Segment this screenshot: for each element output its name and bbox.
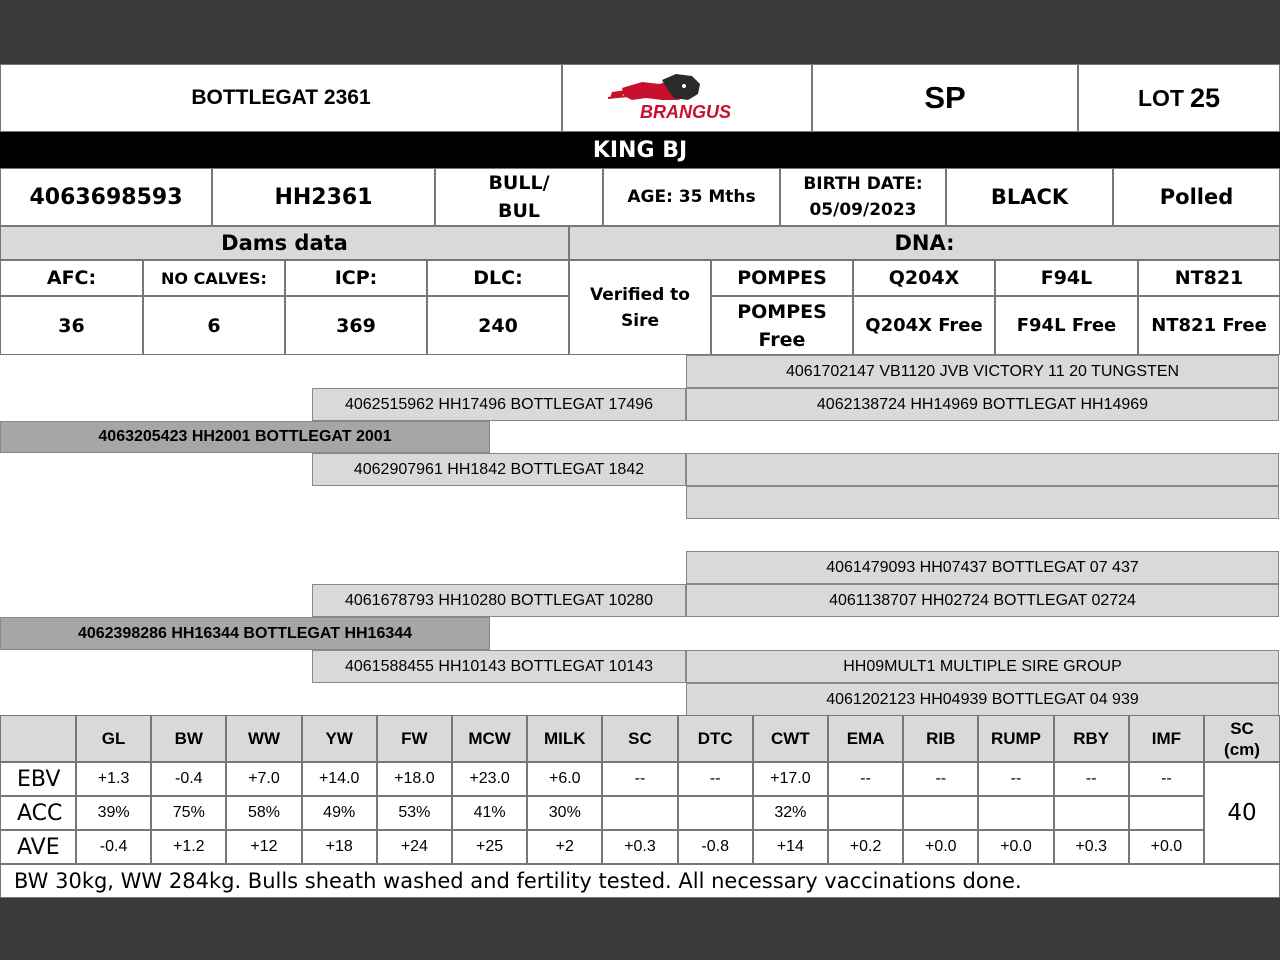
lot-number: 25	[1189, 82, 1221, 113]
ebv-col-header: RIB	[903, 715, 978, 762]
pedigree-dam-dam: 4061588455 HH10143 BOTTLEGAT 10143	[312, 650, 686, 683]
ebv-value-cell: +2	[527, 830, 602, 864]
brangus-logo	[562, 64, 812, 132]
ebv-col-header: MCW	[452, 715, 527, 762]
ebv-value-cell	[678, 796, 753, 830]
dna-value-q204x: Q204X Free	[853, 296, 995, 355]
pedigree-sire-sire-dam: 4062138724 HH14969 BOTTLEGAT HH14969	[686, 388, 1279, 421]
dna-value-f94l: F94L Free	[995, 296, 1138, 355]
ebv-col-header: SC	[602, 715, 677, 762]
verified-to-sire: Verified to Sire	[569, 260, 711, 355]
ebv-value-cell: --	[602, 762, 677, 796]
ebv-value-cell: -0.4	[151, 762, 226, 796]
ebv-value-cell: 58%	[226, 796, 301, 830]
ebv-row-label: ACC	[0, 796, 76, 830]
sc-cm-header: SC (cm)	[1204, 715, 1280, 762]
registration-number: 4063698593	[0, 168, 212, 226]
ebv-value-cell: --	[678, 762, 753, 796]
pedigree-sire-sire: 4062515962 HH17496 BOTTLEGAT 17496	[312, 388, 686, 421]
ebv-value-cell	[828, 796, 903, 830]
pedigree-sire-dam-dam	[686, 486, 1279, 519]
sex: BULL/ BUL	[435, 168, 603, 226]
pedigree-dam-sire-dam: 4061138707 HH02724 BOTTLEGAT 02724	[686, 584, 1279, 617]
dlc-value: 240	[427, 296, 569, 355]
ebv-value-cell: +0.0	[978, 830, 1053, 864]
dna-value-nt821: NT821 Free	[1138, 296, 1280, 355]
ebv-value-cell: 53%	[377, 796, 452, 830]
ebv-value-cell: 41%	[452, 796, 527, 830]
ebv-value-cell: +24	[377, 830, 452, 864]
no-calves-value: 6	[143, 296, 285, 355]
ebv-value-cell: +14.0	[302, 762, 377, 796]
ebv-col-header: RBY	[1054, 715, 1129, 762]
afc-header: AFC:	[0, 260, 143, 296]
ebv-col-header: WW	[226, 715, 301, 762]
dna-header-f94l: F94L	[995, 260, 1138, 296]
ebv-value-cell: --	[1129, 762, 1204, 796]
brangus-logo-icon	[602, 70, 772, 126]
ebv-value-cell: +12	[226, 830, 301, 864]
ebv-value-cell	[1129, 796, 1204, 830]
lot-number-box	[1078, 64, 1280, 132]
ebv-value-cell: +0.0	[903, 830, 978, 864]
ebv-col-header: FW	[377, 715, 452, 762]
ebv-value-cell: 32%	[753, 796, 828, 830]
ebv-value-cell: +14	[753, 830, 828, 864]
lot-sheet	[0, 64, 1280, 898]
ebv-value-cell	[978, 796, 1053, 830]
ebv-value-cell: --	[903, 762, 978, 796]
ebv-col-header: DTC	[678, 715, 753, 762]
lot-label: LOT	[1137, 84, 1184, 111]
icp-header: ICP:	[285, 260, 427, 296]
ebv-value-cell: +0.3	[602, 830, 677, 864]
logo-text: BRANGUS	[640, 102, 732, 122]
ebv-value-cell: +17.0	[753, 762, 828, 796]
ebv-value-cell: --	[1054, 762, 1129, 796]
ebv-value-cell: 30%	[527, 796, 602, 830]
ebv-value-cell: 49%	[302, 796, 377, 830]
ebv-value-cell: -0.8	[678, 830, 753, 864]
pedigree-sire-dam-sire	[686, 453, 1279, 486]
ebv-corner	[0, 715, 76, 762]
ebv-col-header: GL	[76, 715, 151, 762]
ebv-value-cell: +0.2	[828, 830, 903, 864]
pedigree-dam-sire-sire: 4061479093 HH07437 BOTTLEGAT 07 437	[686, 551, 1279, 584]
ebv-value-cell: +6.0	[527, 762, 602, 796]
ebv-col-header: MILK	[527, 715, 602, 762]
ebv-row-label: AVE	[0, 830, 76, 864]
dna-header-q204x: Q204X	[853, 260, 995, 296]
ebv-value-cell: +1.2	[151, 830, 226, 864]
pedigree-dam-sire: 4061678793 HH10280 BOTTLEGAT 10280	[312, 584, 686, 617]
herd-id: HH2361	[212, 168, 435, 226]
age: AGE: 35 Mths	[603, 168, 780, 226]
afc-value: 36	[0, 296, 143, 355]
pedigree-dam-dam-sire: HH09MULT1 MULTIPLE SIRE GROUP	[686, 650, 1279, 683]
ebv-col-header: BW	[151, 715, 226, 762]
ebv-value-cell: +18	[302, 830, 377, 864]
ebv-value-cell: +23.0	[452, 762, 527, 796]
animal-header-name: BOTTLEGAT 2361	[0, 64, 562, 132]
ebv-value-cell: +25	[452, 830, 527, 864]
footer-note: BW 30kg, WW 284kg. Bulls sheath washed and fertility tested. All necessary vaccinations done.	[0, 864, 1280, 898]
ebv-col-header: CWT	[753, 715, 828, 762]
ebv-value-cell: -0.4	[76, 830, 151, 864]
colour: BLACK	[946, 168, 1113, 226]
ebv-value-cell: +1.3	[76, 762, 151, 796]
ebv-value-cell	[602, 796, 677, 830]
sc-cm-value: 40	[1204, 762, 1280, 864]
dams-data-title: Dams data	[0, 226, 569, 260]
ebv-col-header: RUMP	[978, 715, 1053, 762]
ebv-value-cell: +0.0	[1129, 830, 1204, 864]
dna-title: DNA:	[569, 226, 1280, 260]
ebv-value-cell: 39%	[76, 796, 151, 830]
ebv-value-cell: --	[828, 762, 903, 796]
ebv-row-label: EBV	[0, 762, 76, 796]
icp-value: 369	[285, 296, 427, 355]
ebv-value-cell: --	[978, 762, 1053, 796]
dna-header-pompes: POMPES	[711, 260, 853, 296]
birth-date: BIRTH DATE: 05/09/2023	[780, 168, 946, 226]
ebv-value-cell	[1054, 796, 1129, 830]
pedigree-dam-dam-dam: 4061202123 HH04939 BOTTLEGAT 04 939	[686, 683, 1279, 716]
pedigree-sire-sire-sire: 4061702147 VB1120 JVB VICTORY 11 20 TUNGSTEN	[686, 355, 1279, 388]
ebv-table	[0, 715, 1280, 864]
horn-status: Polled	[1113, 168, 1280, 226]
ebv-col-header: YW	[302, 715, 377, 762]
ebv-value-cell	[903, 796, 978, 830]
dlc-header: DLC:	[427, 260, 569, 296]
ebv-value-cell: +18.0	[377, 762, 452, 796]
ebv-col-header: EMA	[828, 715, 903, 762]
ebv-value-cell: +0.3	[1054, 830, 1129, 864]
dna-header-nt821: NT821	[1138, 260, 1280, 296]
no-calves-header: NO CALVES:	[143, 260, 285, 296]
category-code: SP	[812, 64, 1078, 132]
animal-title-bar: KING BJ	[0, 132, 1280, 168]
ebv-col-header: IMF	[1129, 715, 1204, 762]
dna-value-pompes: POMPES Free	[711, 296, 853, 355]
pedigree-sire-dam: 4062907961 HH1842 BOTTLEGAT 1842	[312, 453, 686, 486]
pedigree-sire: 4063205423 HH2001 BOTTLEGAT 2001	[0, 421, 490, 453]
pedigree-dam: 4062398286 HH16344 BOTTLEGAT HH16344	[0, 617, 490, 650]
ebv-value-cell: 75%	[151, 796, 226, 830]
ebv-value-cell: +7.0	[226, 762, 301, 796]
